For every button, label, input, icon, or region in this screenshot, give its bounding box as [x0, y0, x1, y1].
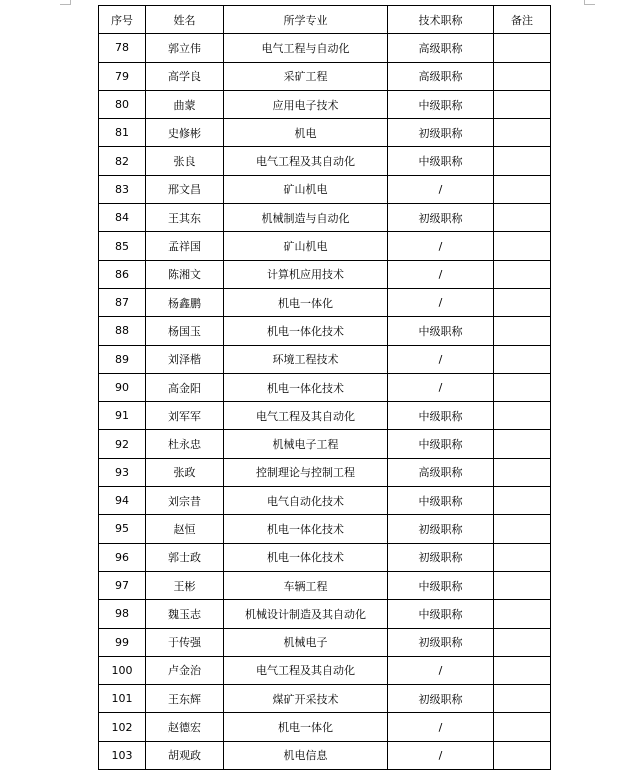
table-row [99, 175, 551, 203]
cell-index: 80 [99, 90, 146, 118]
cell-major: 电气工程及其自动化 [224, 402, 388, 430]
cell-major: 机械电子 [224, 628, 388, 656]
cell-major: 电气工程与自动化 [224, 34, 388, 62]
table-row [99, 487, 551, 515]
cell-remarks [494, 288, 551, 316]
cell-title: / [388, 373, 494, 401]
cell-remarks [494, 713, 551, 741]
cell-name: 刘军军 [146, 402, 224, 430]
cell-remarks [494, 741, 551, 769]
cell-remarks [494, 204, 551, 232]
cell-index: 92 [99, 430, 146, 458]
cell-major: 矿山机电 [224, 175, 388, 203]
cell-name: 卢金治 [146, 656, 224, 684]
cell-major: 机电一体化技术 [224, 543, 388, 571]
cell-index: 98 [99, 600, 146, 628]
table-row [99, 317, 551, 345]
cell-name: 高学良 [146, 62, 224, 90]
table-row [99, 458, 551, 486]
cell-title: 高级职称 [388, 62, 494, 90]
table-row [99, 685, 551, 713]
cell-major: 计算机应用技术 [224, 260, 388, 288]
cell-remarks [494, 628, 551, 656]
cell-remarks [494, 147, 551, 175]
cell-index: 95 [99, 515, 146, 543]
cell-name: 张政 [146, 458, 224, 486]
cell-index: 79 [99, 62, 146, 90]
cell-title: / [388, 175, 494, 203]
cell-title: 高级职称 [388, 458, 494, 486]
cell-major: 车辆工程 [224, 571, 388, 599]
cell-index: 94 [99, 487, 146, 515]
cell-name: 陈湘文 [146, 260, 224, 288]
cell-name: 孟祥国 [146, 232, 224, 260]
cell-name: 魏玉志 [146, 600, 224, 628]
table-row [99, 430, 551, 458]
table-body [99, 34, 551, 770]
cell-name: 胡观政 [146, 741, 224, 769]
cell-remarks [494, 458, 551, 486]
cell-remarks [494, 402, 551, 430]
cell-name: 史修彬 [146, 119, 224, 147]
cell-name: 刘宗昔 [146, 487, 224, 515]
cell-index: 96 [99, 543, 146, 571]
cell-title: 高级职称 [388, 34, 494, 62]
table-row [99, 600, 551, 628]
cell-index: 88 [99, 317, 146, 345]
cell-name: 邢文昌 [146, 175, 224, 203]
cell-remarks [494, 600, 551, 628]
table-row [99, 260, 551, 288]
cell-remarks [494, 317, 551, 345]
cell-title: 中级职称 [388, 317, 494, 345]
cell-title: / [388, 713, 494, 741]
cell-major: 机电一体化 [224, 713, 388, 741]
cell-major: 采矿工程 [224, 62, 388, 90]
cell-remarks [494, 345, 551, 373]
page-corner-mark-right [584, 0, 595, 5]
cell-title: 初级职称 [388, 119, 494, 147]
table-row [99, 288, 551, 316]
cell-title: 初级职称 [388, 628, 494, 656]
cell-name: 杨鑫鹏 [146, 288, 224, 316]
table-row [99, 402, 551, 430]
cell-title: 中级职称 [388, 147, 494, 175]
cell-title: 初级职称 [388, 685, 494, 713]
cell-major: 机械电子工程 [224, 430, 388, 458]
cell-name: 张良 [146, 147, 224, 175]
cell-index: 102 [99, 713, 146, 741]
cell-remarks [494, 571, 551, 599]
cell-name: 杜永忠 [146, 430, 224, 458]
cell-name: 杨国玉 [146, 317, 224, 345]
table-row [99, 345, 551, 373]
cell-major: 电气自动化技术 [224, 487, 388, 515]
cell-major: 机电一体化技术 [224, 373, 388, 401]
table-row [99, 204, 551, 232]
cell-index: 91 [99, 402, 146, 430]
cell-index: 101 [99, 685, 146, 713]
cell-title: 初级职称 [388, 543, 494, 571]
cell-major: 机电一体化 [224, 288, 388, 316]
cell-name: 赵德宏 [146, 713, 224, 741]
table-row [99, 147, 551, 175]
header-remarks: 备注 [494, 6, 551, 34]
header-index: 序号 [99, 6, 146, 34]
cell-index: 103 [99, 741, 146, 769]
cell-major: 控制理论与控制工程 [224, 458, 388, 486]
cell-title: / [388, 260, 494, 288]
cell-title: 初级职称 [388, 515, 494, 543]
cell-index: 93 [99, 458, 146, 486]
table-row [99, 62, 551, 90]
cell-title: 中级职称 [388, 430, 494, 458]
cell-major: 应用电子技术 [224, 90, 388, 118]
cell-index: 81 [99, 119, 146, 147]
cell-remarks [494, 62, 551, 90]
cell-name: 王东辉 [146, 685, 224, 713]
cell-title: / [388, 656, 494, 684]
cell-major: 煤矿开采技术 [224, 685, 388, 713]
table-row [99, 119, 551, 147]
cell-index: 82 [99, 147, 146, 175]
cell-title: / [388, 345, 494, 373]
cell-major: 电气工程及其自动化 [224, 147, 388, 175]
cell-remarks [494, 656, 551, 684]
cell-remarks [494, 175, 551, 203]
cell-title: / [388, 288, 494, 316]
cell-title: / [388, 741, 494, 769]
cell-index: 85 [99, 232, 146, 260]
cell-index: 90 [99, 373, 146, 401]
cell-index: 78 [99, 34, 146, 62]
staff-table [98, 5, 551, 770]
cell-remarks [494, 685, 551, 713]
table-row [99, 713, 551, 741]
table-header-row [99, 6, 551, 34]
cell-remarks [494, 487, 551, 515]
cell-name: 王彬 [146, 571, 224, 599]
cell-title: 初级职称 [388, 204, 494, 232]
header-major: 所学专业 [224, 6, 388, 34]
page-corner-mark-left [60, 0, 71, 5]
cell-major: 机电信息 [224, 741, 388, 769]
cell-remarks [494, 90, 551, 118]
cell-remarks [494, 373, 551, 401]
cell-name: 赵恒 [146, 515, 224, 543]
table-row [99, 571, 551, 599]
cell-major: 电气工程及其自动化 [224, 656, 388, 684]
cell-remarks [494, 260, 551, 288]
cell-name: 曲蒙 [146, 90, 224, 118]
cell-major: 环境工程技术 [224, 345, 388, 373]
table-row [99, 232, 551, 260]
cell-index: 86 [99, 260, 146, 288]
table-row [99, 90, 551, 118]
cell-name: 刘泽楷 [146, 345, 224, 373]
cell-title: 中级职称 [388, 600, 494, 628]
cell-index: 100 [99, 656, 146, 684]
cell-title: / [388, 232, 494, 260]
cell-title: 中级职称 [388, 90, 494, 118]
cell-name: 王其东 [146, 204, 224, 232]
cell-major: 机械制造与自动化 [224, 204, 388, 232]
cell-name: 郭立伟 [146, 34, 224, 62]
table-row [99, 741, 551, 769]
cell-index: 89 [99, 345, 146, 373]
cell-name: 于传强 [146, 628, 224, 656]
cell-remarks [494, 430, 551, 458]
cell-remarks [494, 119, 551, 147]
cell-remarks [494, 232, 551, 260]
cell-index: 87 [99, 288, 146, 316]
cell-major: 机电 [224, 119, 388, 147]
table-row [99, 373, 551, 401]
header-title: 技术职称 [388, 6, 494, 34]
header-name: 姓名 [146, 6, 224, 34]
cell-major: 矿山机电 [224, 232, 388, 260]
cell-remarks [494, 34, 551, 62]
cell-major: 机械设计制造及其自动化 [224, 600, 388, 628]
cell-major: 机电一体化技术 [224, 515, 388, 543]
cell-major: 机电一体化技术 [224, 317, 388, 345]
table-row [99, 515, 551, 543]
table-row [99, 34, 551, 62]
cell-remarks [494, 515, 551, 543]
cell-title: 中级职称 [388, 571, 494, 599]
cell-remarks [494, 543, 551, 571]
cell-name: 郭士政 [146, 543, 224, 571]
cell-index: 97 [99, 571, 146, 599]
cell-index: 83 [99, 175, 146, 203]
cell-name: 高金阳 [146, 373, 224, 401]
cell-index: 84 [99, 204, 146, 232]
table-row [99, 656, 551, 684]
cell-title: 中级职称 [388, 402, 494, 430]
cell-title: 中级职称 [388, 487, 494, 515]
table-row [99, 543, 551, 571]
table-row [99, 628, 551, 656]
cell-index: 99 [99, 628, 146, 656]
